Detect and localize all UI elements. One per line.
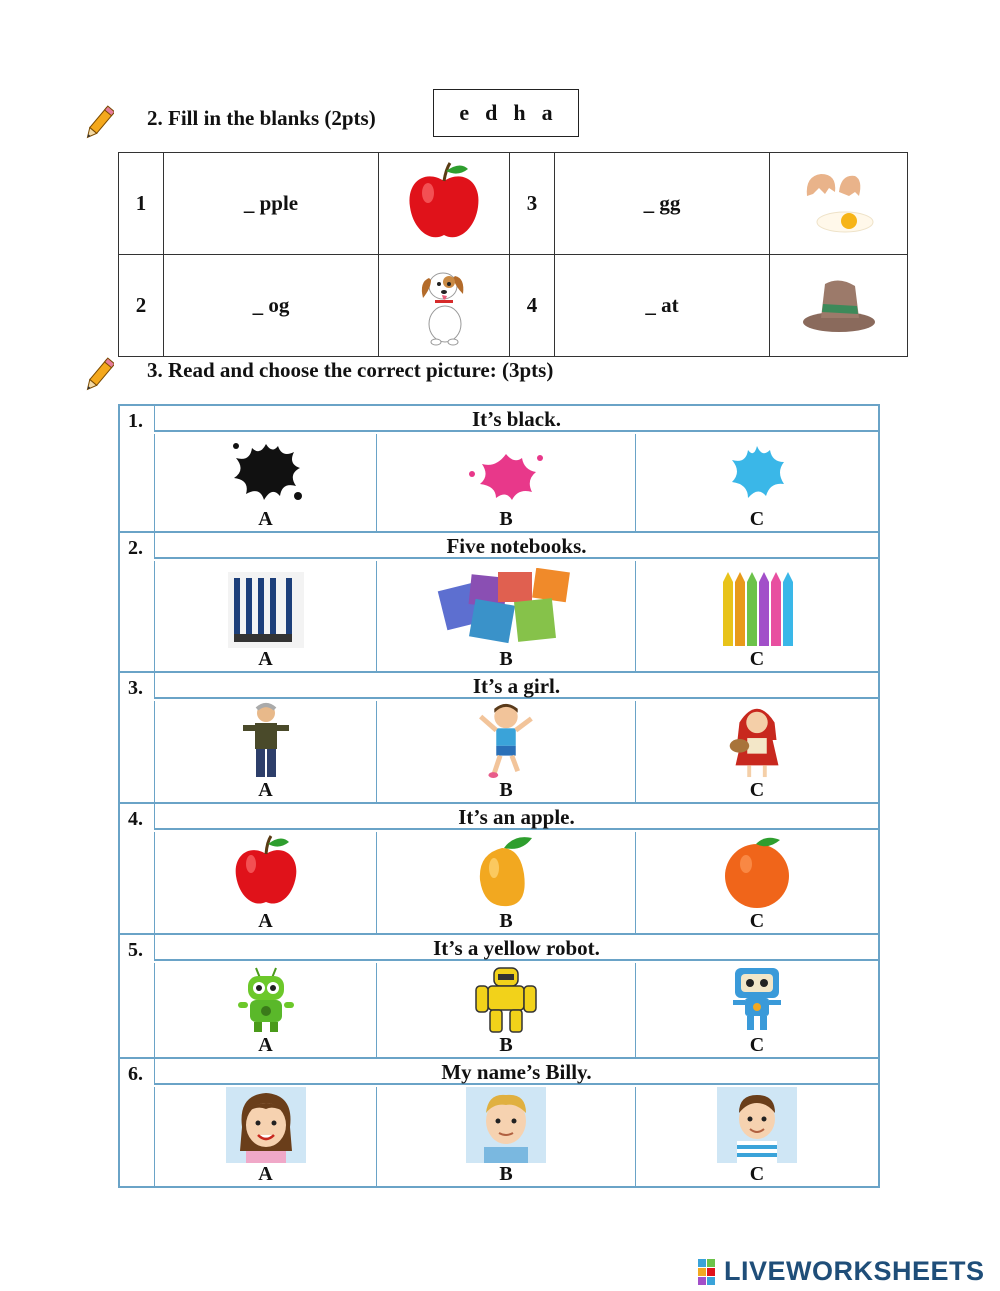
question-block: [120, 804, 878, 935]
option-b[interactable]: [377, 561, 636, 671]
option-label: B: [499, 910, 513, 932]
option-b[interactable]: [377, 434, 636, 531]
option-c[interactable]: [636, 963, 878, 1057]
option-b[interactable]: [377, 701, 636, 802]
question-number: 2.: [128, 537, 143, 559]
question-number: 6.: [128, 1063, 143, 1085]
black-splash-icon: [228, 436, 304, 508]
fill-blanks-table: [118, 152, 908, 357]
girl-face-icon: [226, 1087, 306, 1163]
question-block: [120, 673, 878, 804]
question-number: 5.: [128, 939, 143, 961]
option-label: A: [258, 1034, 273, 1056]
question-number: 3.: [128, 677, 143, 699]
mango-icon: [474, 834, 538, 910]
hat-picture: [770, 255, 908, 357]
option-c[interactable]: [636, 561, 878, 671]
option-label: B: [499, 648, 513, 670]
option-label: C: [749, 508, 765, 530]
pink-splash-icon: [466, 444, 546, 508]
letter: e: [459, 100, 470, 125]
option-label: B: [499, 779, 513, 801]
orange-icon: [722, 834, 792, 910]
option-label: C: [749, 910, 765, 932]
option-c[interactable]: [636, 832, 878, 933]
letter: a: [541, 100, 553, 125]
option-label: A: [258, 1163, 273, 1185]
question-text: My name’s Billy.: [154, 1059, 878, 1085]
option-label: A: [258, 648, 273, 670]
logo-icon: [698, 1259, 724, 1285]
question-text: It’s an apple.: [154, 804, 878, 830]
question-block: [120, 406, 878, 533]
item-number: 1: [119, 153, 164, 255]
boy-face-2-icon: [717, 1087, 797, 1163]
egg-picture: [770, 153, 908, 255]
question-number: 4.: [128, 808, 143, 830]
pencil-icon: [82, 104, 114, 144]
option-b[interactable]: [377, 832, 636, 933]
question-text: Five notebooks.: [154, 533, 878, 559]
yellow-robot-icon: [474, 966, 538, 1034]
choose-picture-table: [118, 404, 880, 1188]
option-c[interactable]: [636, 701, 878, 802]
letter-bank: [433, 89, 579, 137]
pencil-icon: [82, 356, 114, 396]
option-a[interactable]: [155, 434, 377, 531]
question-block: [120, 1059, 878, 1186]
option-label: B: [499, 508, 513, 530]
section-2-title: 2. Fill in the blanks (2pts): [147, 106, 376, 130]
blank-word[interactable]: _ at: [555, 255, 770, 357]
section-3-title: 3. Read and choose the correct picture: (3pts): [147, 358, 554, 382]
question-text: It’s black.: [154, 406, 878, 432]
item-number: 2: [119, 255, 164, 357]
option-c[interactable]: [636, 1087, 878, 1186]
option-label: B: [499, 1163, 513, 1185]
option-label: A: [258, 779, 273, 801]
item-number: 3: [510, 153, 555, 255]
green-robot-icon: [236, 966, 296, 1034]
option-label: C: [749, 779, 765, 801]
hat-icon: [799, 268, 879, 338]
brand-name: LIVEWORKSHEETS: [724, 1256, 985, 1286]
blank-word[interactable]: _ og: [164, 255, 379, 357]
question-number: 1.: [128, 410, 143, 432]
question-text: It’s a girl.: [154, 673, 878, 699]
blue-robot-icon: [727, 964, 787, 1034]
option-a[interactable]: [155, 701, 377, 802]
boy-icon: [474, 701, 538, 779]
item-number: 4: [510, 255, 555, 357]
blank-word[interactable]: _ gg: [555, 153, 770, 255]
option-b[interactable]: [377, 963, 636, 1057]
boy-face-icon: [466, 1087, 546, 1163]
option-label: C: [749, 1163, 765, 1185]
option-label: C: [749, 1034, 765, 1056]
apple-icon: [404, 159, 484, 243]
option-label: A: [258, 910, 273, 932]
egg-icon: [799, 166, 879, 236]
question-block: [120, 935, 878, 1059]
blue-splash-icon: [724, 440, 790, 508]
question-block: [120, 533, 878, 673]
option-b[interactable]: [377, 1087, 636, 1186]
letter: d: [485, 100, 498, 125]
option-a[interactable]: [155, 963, 377, 1057]
notebooks-icon: [436, 568, 576, 648]
option-label: C: [749, 648, 765, 670]
apple-icon: [231, 834, 301, 910]
pencils-icon: [228, 572, 304, 648]
girl-icon: [725, 701, 789, 779]
apple-picture: [379, 153, 510, 255]
option-label: A: [258, 508, 273, 530]
option-c[interactable]: [636, 434, 878, 531]
crayons-icon: [719, 572, 795, 648]
dog-picture: [379, 255, 510, 357]
option-label: B: [499, 1034, 513, 1056]
old-man-icon: [239, 701, 293, 779]
dog-icon: [409, 258, 479, 348]
liveworksheets-logo: [698, 1256, 985, 1287]
option-a[interactable]: [155, 832, 377, 933]
option-a[interactable]: [155, 1087, 377, 1186]
option-a[interactable]: [155, 561, 377, 671]
letter: h: [513, 100, 526, 125]
question-text: It’s a yellow robot.: [154, 935, 878, 961]
blank-word[interactable]: _ pple: [164, 153, 379, 255]
